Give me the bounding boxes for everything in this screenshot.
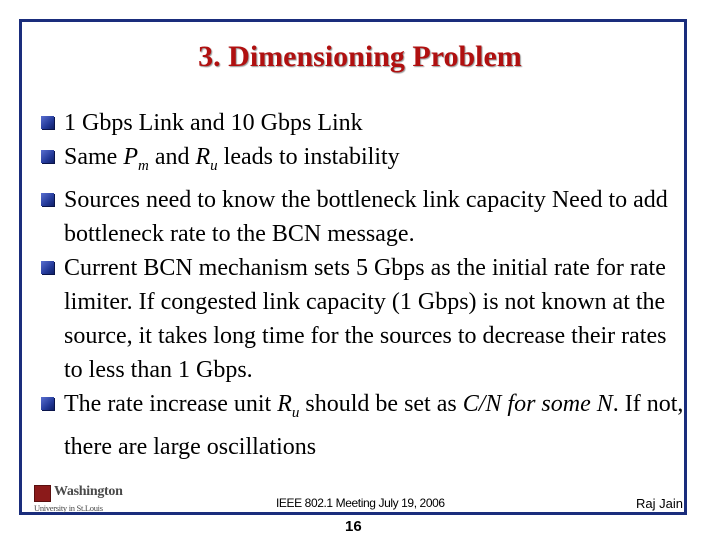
- university-logo: [34, 484, 130, 516]
- logo-wordmark: Washington: [54, 484, 123, 499]
- square-bullet-icon: [41, 193, 54, 206]
- bullet-text: 1 Gbps Link and 10 Gbps Link: [64, 110, 363, 136]
- footer-meeting: IEEE 802.1 Meeting July 19, 2006: [276, 496, 445, 510]
- bullet-text-mid: and: [148, 144, 196, 170]
- page-number: 16: [345, 518, 362, 535]
- variable-r: $R_u$: [195, 144, 218, 174]
- bullet-text-pre: The rate increase unit: [64, 390, 278, 417]
- slide-title: 3. Dimensioning Problem: [198, 40, 522, 73]
- bullet-text-pre: Same: [64, 144, 124, 170]
- italic-phrase: C/N for some N: [462, 390, 613, 417]
- university-shield-icon: [34, 485, 51, 502]
- bullet-item: [40, 183, 690, 251]
- bullet-item: [40, 387, 690, 464]
- bullet-text: Current BCN mechanism sets 5 Gbps as the initial rate for rate limiter. If congested link capacity (1 Gbps) is not known at the source, it takes long time for the sources to decrease their rates to less than 1 Gbps.: [64, 254, 667, 383]
- bullet-text-post: . If not, there are large oscillations: [64, 390, 684, 460]
- square-bullet-icon: [41, 150, 54, 163]
- variable-r: $R_u$: [277, 390, 300, 421]
- bullet-text: Sources need to know the bottleneck link capacity Need to add bottleneck rate to the BCN message.: [64, 186, 668, 247]
- bullet-item: [40, 251, 690, 387]
- square-bullet-icon: [41, 397, 54, 410]
- square-bullet-icon: [41, 261, 54, 274]
- logo-subtitle: University in St.Louis: [34, 503, 103, 513]
- variable-p: $P_m$: [123, 144, 149, 174]
- bullet-item: [40, 106, 690, 140]
- bullet-item: [40, 140, 690, 183]
- bullet-list: [40, 106, 690, 464]
- square-bullet-icon: [41, 116, 54, 129]
- bullet-text-mid: should be set as: [299, 390, 463, 417]
- footer-author: Raj Jain: [636, 496, 683, 511]
- bullet-text-post: leads to instability: [217, 144, 400, 170]
